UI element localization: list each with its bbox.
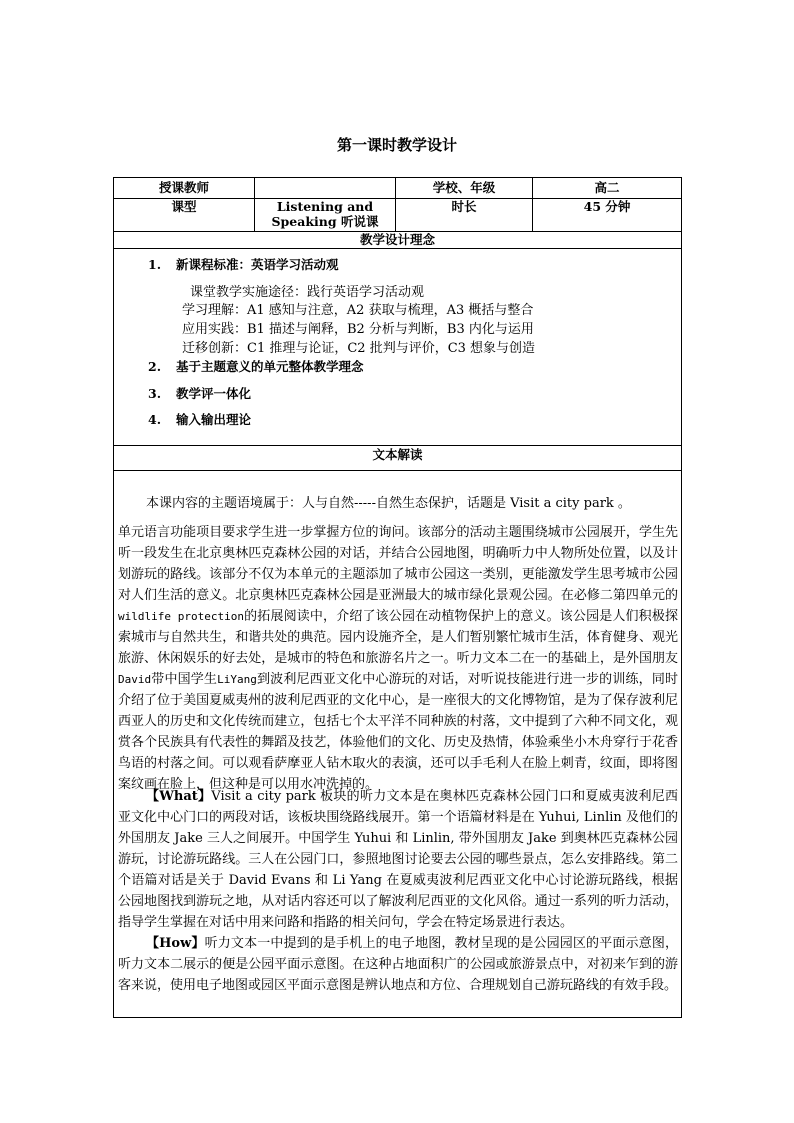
item-number: 3. xyxy=(148,386,162,401)
concept-item xyxy=(148,384,251,402)
paragraph-mono-text: LiYang xyxy=(217,673,257,686)
school-grade-value: 高二 xyxy=(533,178,682,199)
intro-paragraph: 本课内容的主题语境属于：人与自然-----自然生态保护，话题是 Visit a city park 。 xyxy=(146,496,631,511)
item-number: 2. xyxy=(148,359,162,374)
item-text: 新课程标准：英语学习活动观 xyxy=(176,257,339,272)
concept-item xyxy=(148,410,251,428)
how-tag: 【How】 xyxy=(146,936,205,951)
sub-line: 课堂教学实施途径：践行英语学习活动观 xyxy=(190,285,425,300)
item-number: 1. xyxy=(148,257,162,272)
text-analysis-heading: 文本解读 xyxy=(114,446,682,471)
paragraph-mono-text: David xyxy=(118,673,152,686)
sub-line: 应用实践：B1 描述与阐释，B2 分析与判断，B3 内化与运用 xyxy=(182,322,534,337)
teacher-value xyxy=(255,178,396,199)
paragraph-mono-text: wildlife protection xyxy=(118,610,244,623)
concept-heading: 教学设计理念 xyxy=(114,232,682,249)
duration-value: 45 分钟 xyxy=(533,199,682,232)
concept-item xyxy=(148,357,364,375)
how-text: 听力文本一中提到的是手机上的电子地图，教材呈现的是公园园区的平面示意图，听力文本二展示的便是公园平面示意图。在这种占地面积广的公园或旅游景点中，对初来乍到的游客来说，使用电子地图或园区平面示意图是辨认地点和方位、合理规划自己游玩路线的有效手段。 xyxy=(118,936,678,993)
concept-section xyxy=(114,249,682,446)
school-grade-label: 学校、年级 xyxy=(396,178,533,199)
sub-line: 学习理解：A1 感知与注意，A2 获取与梳理，A3 概括与整合 xyxy=(182,303,534,318)
lesson-type-value: Listening and Speaking 听说课 xyxy=(255,199,396,232)
item-text: 输入输出理论 xyxy=(176,412,252,427)
teacher-label: 授课教师 xyxy=(114,178,255,199)
item-number: 4. xyxy=(148,412,162,427)
what-tag: 【What】 xyxy=(146,789,212,804)
how-paragraph xyxy=(118,933,678,996)
concept-item xyxy=(148,255,339,273)
sub-line: 迁移创新：C1 推理与论证，C2 批判与评价，C3 想象与创造 xyxy=(182,341,536,356)
lesson-plan-table xyxy=(113,177,682,1018)
item-text: 基于主题意义的单元整体教学理念 xyxy=(176,359,364,374)
paragraph-text: 的拓展阅读中，介绍了该公园在动植物保护上的意义。该公园是人们积极探索城市与自然共生，和谐共处的典范。园内设施齐全，是人们暂别繁忙城市生活，体育健身、观光旅游、休闲娱乐的好去处，是城市的特色和旅游名片之一。听力文本二在一的基础上，是外国朋友 xyxy=(118,609,678,666)
lesson-type-label: 课型 xyxy=(114,199,255,232)
what-paragraph xyxy=(118,786,678,933)
paragraph-text: 带中国学生 xyxy=(151,672,218,687)
paragraph-text: 单元语言功能项目要求学生进一步掌握方位的询问。该部分的活动主题围绕城市公园展开，学生先听一段发生在北京奥林匹克森林公园的对话，并结合公园地图，明确听力中人物所处位置，以及计划游玩的路线。该部分不仅为本单元的主题添加了城市公园这一类别，更能激发学生思考城市公园对人们生活的意义。北京奥林匹克森林公园是亚洲最大的城市绿化景观公园。在必修二第四单元的 xyxy=(118,525,678,603)
what-text: Visit a city park 板块的听力文本是在奥林匹克森林公园门口和夏威夷波利尼西亚文化中心门口的两段对话，该板块围绕路线展开。第一个语篇材料是在 Yuhui, Linlin 及他们的外国朋友 Jake 三人之间展开。中国学生 Yuhui 和 Linlin, 带外国朋友 Jake 到奥林匹克森林公园游玩，讨论游玩路线。三人在公园门口，参照地图讨论要去公园的哪些景点，怎么安排路线。第二个语篇对话是关于 David Evans 和 Li Yang 在夏威夷波利尼西亚文化中心讨论游玩路线，根据公园地图找到游玩之地，从对话内容还可以了解波利尼西亚的文化风俗。通过一系列的听力活动，指导学生掌握在对话中用来问路和指路的相关问句，学会在特定场景进行表达。 xyxy=(118,789,679,930)
text-analysis-section xyxy=(114,471,682,1018)
item-text: 教学评一体化 xyxy=(176,386,252,401)
page-title: 第一课时教学设计 xyxy=(336,136,457,154)
duration-label: 时长 xyxy=(396,199,533,232)
paragraph-text: 到波利尼西亚文化中心游玩的对话，对听说技能进行进一步的训练，同时介绍了位于美国夏威夷州的波利尼西亚的文化中心，是一座很大的文化博物馆，是为了保存波利尼西亚人的历史和文化传统而建立，包括七个太平洋不同种族的村落，文中提到了六种不同文化，观赏各个民族具有代表性的舞蹈及技艺，体验他们的文化、历史及热情，体验乘坐小木舟穿行于花香鸟语的村落之间。可以观看萨摩亚人钻木取火的表演，还可以手毛利人在脸上刺青，纹面，即将图案纹画在脸上，但这种是可以用水冲洗掉的。 xyxy=(118,672,678,792)
function-paragraph xyxy=(118,522,678,795)
